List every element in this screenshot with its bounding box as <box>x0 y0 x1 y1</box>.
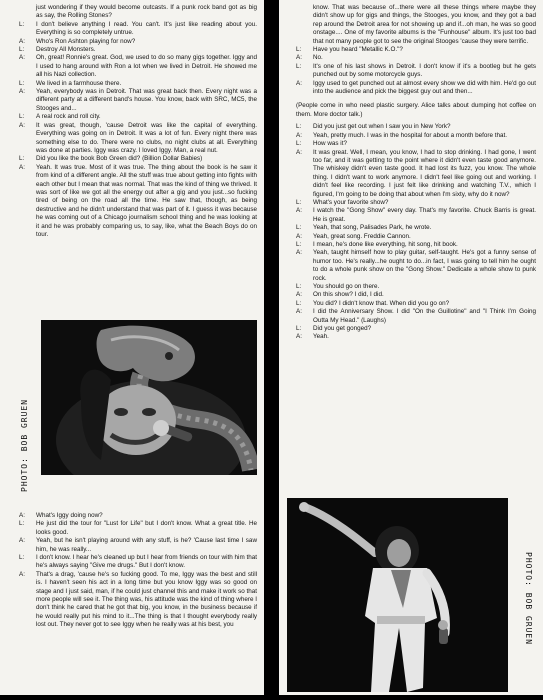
dialog-line <box>296 132 536 140</box>
dialog-text: I did the Anniversary Show. I did "On the Guillotine" and "I Think I'm Going Outta My Head." (Laughs) <box>313 308 536 324</box>
dialog-text: I don't know. I hear he's cleaned up but I hear from friends on tour with him that he's always saying "Give me drugs." But I don't know. <box>36 554 257 570</box>
speaker-label: A: <box>296 54 302 62</box>
dialog-text: That's a drag, 'cause he's so fucking good. To me, Iggy was the best and still is. I haven't seen his act in a long time but you know Iggy was so good on stage and I just said, man, if he could just channel this and make it work so that more people will see it. The thing was, his attitude was the kind of thing where I don't think he cared that he got that big, you know, in the business because if he would really put his mind to it...The thing is that I thought everybody really lost out. They never got to see Iggy when he really was at his best, you <box>36 570 257 629</box>
dialog-line <box>296 325 536 333</box>
speaker-label: L: <box>296 240 302 248</box>
dialog-text: Did you like the book Bob Green did? (Billion Dollar Babies) <box>36 155 203 163</box>
speaker-label: A: <box>19 537 25 545</box>
dialog-text: Who's Ron Ashton playing for now? <box>36 37 136 45</box>
dialog-line <box>296 241 536 249</box>
dialog-line <box>19 4 257 21</box>
dialog-text: Oh, great! Ronnie's great. God, we used to do so many gigs together. Iggy and I used to hang around with Ron a lot when we lived in Detroit. He showed me all his Nazi collection. <box>36 54 257 79</box>
speaker-label: L: <box>296 62 302 70</box>
speaker-label: A: <box>296 291 302 299</box>
dialog-line <box>19 46 257 54</box>
dialog-text: On this show? I did, I did. <box>313 291 384 299</box>
dialog-text: A real rock and roll city. <box>36 113 101 121</box>
dialog-line <box>19 155 257 163</box>
dialog-text: Did you get gonged? <box>313 325 372 333</box>
dialog-line <box>296 283 536 291</box>
dialog-line <box>296 224 536 232</box>
dialog-line <box>19 164 257 240</box>
speaker-label: L: <box>19 554 25 562</box>
speaker-label: A: <box>296 333 302 341</box>
dialog-text: Yeah. It was true. Most of it was true. The thing about the book is he saw it from kind of a different angle. All the stuff was true about getting into fights with each other but I mean that was normal. That was the kind of thing we thrived. It was sort of like we got all the energy out after a gig and you just...so fucking tired of being on the road all the time. He saw that, though, as being destructive and he didn't understand that was part of it. I guess it was because he was coming out of a Chicago journalism school thing and he was looking at it and he was probably comparing us, to say, like, what the Beach Boys do on tour. <box>36 163 257 238</box>
right-lead-paragraph: know. That was because of...there were all these things where maybe they didn't show up for gigs and things, the Stooges, you know, and they got a bad rep around the Detroit area for not showing up and if...oh man, he was so good onstage.... One of my favorite albums is the "Funhouse" album. It's just too bad that not many people got to see the original Stooges 'cause they were terrific. <box>313 4 536 45</box>
speaker-label: L: <box>19 520 25 528</box>
dialog-line <box>296 123 536 131</box>
speaker-label: L: <box>296 198 302 206</box>
speaker-label: A: <box>296 207 302 215</box>
speaker-label: A: <box>296 232 302 240</box>
dialog-line <box>296 140 536 148</box>
dialog-line <box>19 113 257 121</box>
dialog-text: It's one of his last shows in Detroit. I don't know if it's a bootleg but he gets punched out by some motorcycle guys. <box>313 62 536 79</box>
speaker-label: L: <box>296 46 302 54</box>
left-page <box>0 0 264 695</box>
speaker-label: A: <box>296 148 302 156</box>
speaker-label: L: <box>19 20 25 28</box>
speaker-label: L: <box>19 113 25 121</box>
speaker-label: A: <box>296 308 302 316</box>
speaker-label: A: <box>19 37 25 45</box>
speaker-label: L: <box>296 325 302 333</box>
dialog-text: You did? I didn't know that. When did you go on? <box>313 299 450 307</box>
speaker-label: L: <box>296 123 302 131</box>
dialog-text: I don't believe anything I read. You can't. It's just like reading about you. Everything is so completely untrue. <box>36 20 257 37</box>
dialog-text: Have you heard "Metallic K.O."? <box>313 46 403 54</box>
dialog-text: I watch the "Gong Show" every day. That's my favorite. Chuck Barris is great. He is great. <box>313 207 536 223</box>
speaker-label: L: <box>296 283 302 290</box>
dialog-text: I mean, he's done like everything, hit song, hit book. <box>313 240 458 248</box>
dialog-line <box>296 333 536 341</box>
speaker-label: L: <box>19 79 25 87</box>
dialog-line <box>296 300 536 308</box>
dialog-text: Destroy All Monsters. <box>36 46 96 54</box>
photo-credit-left: PHOTO: BOB GRUEN <box>20 398 29 492</box>
dialog-line <box>296 80 536 97</box>
dialog-text: How was it? <box>313 140 347 148</box>
speaker-label: A: <box>19 512 25 519</box>
dialog-text: You should go on there. <box>313 283 380 290</box>
dialog-text: It was great, though, 'cause Detroit was like the capital of everything. Everything was going on in Detroit. It was a lot of fun. Every night there was something else to do. There were no clubs, no night clubs at all. Everything was done at parties. Iggy was crazy. I loved Iggy. Man, a real nut. <box>36 121 257 154</box>
dialog-line <box>19 520 257 537</box>
snake-photo-image <box>41 320 257 475</box>
dialog-text: just wondering if they would become outcasts. If a punk rock band got as big as say, the Rolling Stones? <box>36 4 257 20</box>
dialog-text: Yeah, that song, Palisades Park, he wrote. <box>313 224 432 232</box>
right-page <box>279 0 543 695</box>
speaker-label <box>19 4 36 21</box>
speaker-label: L: <box>19 155 25 163</box>
dialog-line <box>19 537 257 554</box>
dialog-line <box>19 571 257 630</box>
dialog-line <box>19 54 257 79</box>
dialog-text: We lived in a farmhouse there. <box>36 79 122 87</box>
dialog-text: Yeah, everybody was in Detroit. That was great back then. Every night was a different party at a different band's house. You know, back with SRC, MC5, the Stooges and... <box>36 88 257 112</box>
dialog-line <box>296 308 536 325</box>
dialog-line <box>296 199 536 207</box>
dialog-text: What's Iggy doing now? <box>36 512 103 519</box>
dialog-text: He just did the tour for "Lust for Life" but I don't know. What a great title. He looks good. <box>36 520 257 536</box>
speaker-label: L: <box>19 46 25 54</box>
speaker-label: L: <box>296 299 302 307</box>
performer-photo-image <box>287 498 508 692</box>
dialog-line <box>19 554 257 571</box>
dialog-line <box>19 21 257 38</box>
speaker-label: A: <box>19 121 25 129</box>
dialog-line <box>296 149 536 199</box>
speaker-label: A: <box>296 131 302 139</box>
photo-performer-on-stage <box>287 498 508 692</box>
dialog-line <box>296 63 536 80</box>
dialog-line <box>19 38 257 46</box>
dialog-text: What's your favorite show? <box>313 198 389 206</box>
speaker-label: A: <box>19 88 25 96</box>
left-text-bottom <box>19 512 257 630</box>
dialog-line <box>296 233 536 241</box>
dialog-line <box>296 291 536 299</box>
speaker-label: A: <box>19 163 25 171</box>
speaker-label: A: <box>296 249 302 257</box>
photo-singer-with-snake <box>41 320 257 475</box>
speaker-label: A: <box>19 570 25 578</box>
dialog-text: It was great. Well, I mean, you know, I had to stop drinking. I had gone, I went too far, and it was getting to the point where it didn't even taste good anymore. The whiskey didn't even taste good. It had lost its fuzz, you know. The whole thing. I didn't want to work anymore. I didn't feel like going out and working. I didn't feel like recording. I just felt like drinking and watching T.V., which I figured, I'm going to be doing that about when I'm sixty, why do it now? <box>313 148 536 198</box>
photo-credit-right: PHOTO: BOB GRUEN <box>524 552 533 646</box>
dialog-text: Iggy used to get punched out at almost every show we did with him. He'd go out into the audience and pick the biggest guy out and then... <box>313 79 536 96</box>
dialog-line <box>19 80 257 88</box>
speaker-label: A: <box>296 79 302 87</box>
dialog-text: Yeah, pretty much. I was in the hospital for about a month before that. <box>313 131 508 139</box>
dialog-line <box>296 249 536 283</box>
dialog-line <box>19 88 257 113</box>
dialog-text: Yeah, great song. Freddie Cannon. <box>313 232 411 240</box>
dialog-text: Yeah, but he isn't playing around with any stuff, is he? 'Cause last time I saw him, he was really... <box>36 537 257 553</box>
dialog-text: Did you just get out when I saw you in New York? <box>313 123 451 131</box>
speaker-label: L: <box>296 140 302 148</box>
dialog-text: No. <box>313 54 323 62</box>
speaker-label: L: <box>296 224 302 232</box>
dialog-line <box>19 122 257 156</box>
speaker-label: A: <box>19 54 25 62</box>
dialog-line <box>296 54 536 62</box>
dialog-line <box>19 512 257 520</box>
right-text-top <box>296 4 536 342</box>
dialog-text: Yeah. <box>313 333 329 341</box>
left-text-top <box>19 4 257 239</box>
dialog-line <box>296 46 536 54</box>
dialog-text: Yeah, taught himself how to play guitar, self-taught. He's got a funny sense of humor too. He's really...he ought to do...in fact, I was going to tell him he ought to do a whole punk show on the "Gong Show." Dedicate a whole show to punk rock. <box>313 249 536 282</box>
aside-note: (People come in who need plastic surgery. Alice talks about dumping hot coffee on them. More doctor talk.) <box>296 102 536 118</box>
dialog-line <box>296 207 536 224</box>
